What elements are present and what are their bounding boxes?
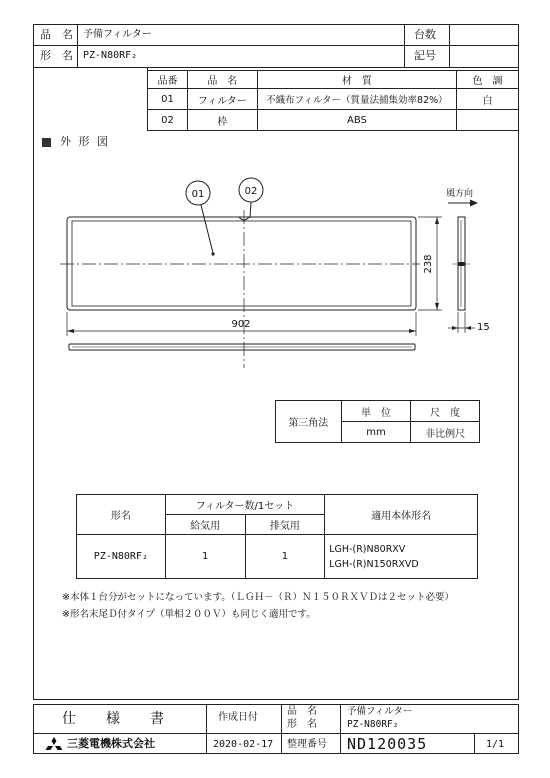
parts-header-color: 色 調 [457,71,519,89]
projection-table [275,400,480,443]
footer-seiri-label: 整理番号 [287,739,327,750]
footer-hinmei-label: 品 名 [287,706,317,717]
filter-front-inner [72,221,411,306]
footer-doc-number: ND120035 [347,735,428,753]
depth-arrow-right [465,326,471,330]
height-arrow-top [435,217,439,224]
spec-model-value: PZ-N80RF₂ [77,535,166,579]
width-arrow-right [409,329,416,333]
parts-row-2-no: 02 [148,110,188,131]
header-hinmei-value: 予備フィルター [83,29,152,40]
airflow-arrow-head [470,200,478,207]
footer-vline-4 [474,734,475,754]
footer-vline-1 [206,704,207,754]
footer-katamei-label: 形 名 [287,719,317,730]
spec-applicable-1: LGH-(R)N80RXV [329,543,406,555]
callout-1-dot [211,252,214,255]
footer-hinmei-value: 予備フィルター [347,706,413,717]
footer-hline [33,733,519,734]
callout-1-text: 01 [191,189,205,200]
spec-col-model: 形名 [77,495,166,535]
airflow-label: 風方向 [446,189,474,199]
header-hinmei-label: 品 名 [40,28,73,41]
spec-col-supply: 給気用 [165,515,245,535]
unit-value: mm [341,422,411,443]
parts-row-2-name: 枠 [187,110,257,131]
section-title: 外 形 図 [60,135,110,148]
dim-depth-text: 15 [477,322,490,333]
company-logo-icon [44,737,64,752]
footer-created-date: 2020-02-17 [213,739,274,750]
note-1: ※本体１台分がセットになっています。（ＬＧＨ－（Ｒ）Ｎ１５０ＲＸＶＤは２セット必要） [62,592,454,603]
dim-width-text: 902 [231,319,251,330]
dim-height-text: 238 [423,254,434,274]
spec-table [76,494,478,579]
footer-doc-title: 仕 様 書 [62,711,172,727]
height-arrow-bottom [435,303,439,310]
parts-row-1-no: 01 [148,89,188,110]
scale-value: 非比例尺 [411,422,480,443]
parts-row-1-name: フィルター [187,89,257,110]
footer-created-label: 作成日付 [218,712,258,723]
header-katamei-label: 形 名 [40,49,73,62]
width-arrow-left [67,329,74,333]
footer-page: 1/1 [486,739,505,750]
footer-katamei-value: PZ-N80RF₂ [347,719,399,730]
unit-label: 単 位 [341,401,411,422]
depth-arrow-left [452,326,458,330]
callout-2-leader [250,202,251,218]
parts-row-2-material: ABS [257,110,456,131]
header-daisu-label: 台数 [414,28,436,41]
header-kigo-label: 記号 [414,49,436,62]
parts-header-name: 品 名 [187,71,257,89]
callout-1-leader [201,205,213,253]
projection-method: 第三角法 [276,401,342,443]
side-view-marker [458,262,465,266]
parts-header-material: 材 質 [257,71,456,89]
spec-col-applicable: 適用本体形名 [325,495,478,535]
spec-applicable-cell [325,535,478,579]
footer-vline-2 [281,704,282,754]
spec-exhaust-value: 1 [245,535,325,579]
footer-company: 三菱電機株式会社 [67,737,155,750]
scale-label: 尺 度 [411,401,480,422]
spec-col-exhaust: 排気用 [245,515,325,535]
parts-row-1-material: 不織布フィルター（質量法捕集効率82%） [257,89,456,110]
footer-vline-3 [340,704,341,754]
spec-col-count: フィルター数/1セット [165,495,324,515]
note-2: ※形名末尾Ｄ付タイプ（単相２００Ｖ）も同じく適用です。 [62,609,316,620]
filter-front-outer [67,217,416,310]
spec-supply-value: 1 [165,535,245,579]
header-katamei-value: PZ-N80RF₂ [83,50,138,61]
spec-applicable-2: LGH-(R)N150RXVD [329,558,419,570]
callout-2-text: 02 [244,186,258,197]
parts-header-no: 品番 [148,71,188,89]
parts-row-1-color: 白 [457,89,519,110]
